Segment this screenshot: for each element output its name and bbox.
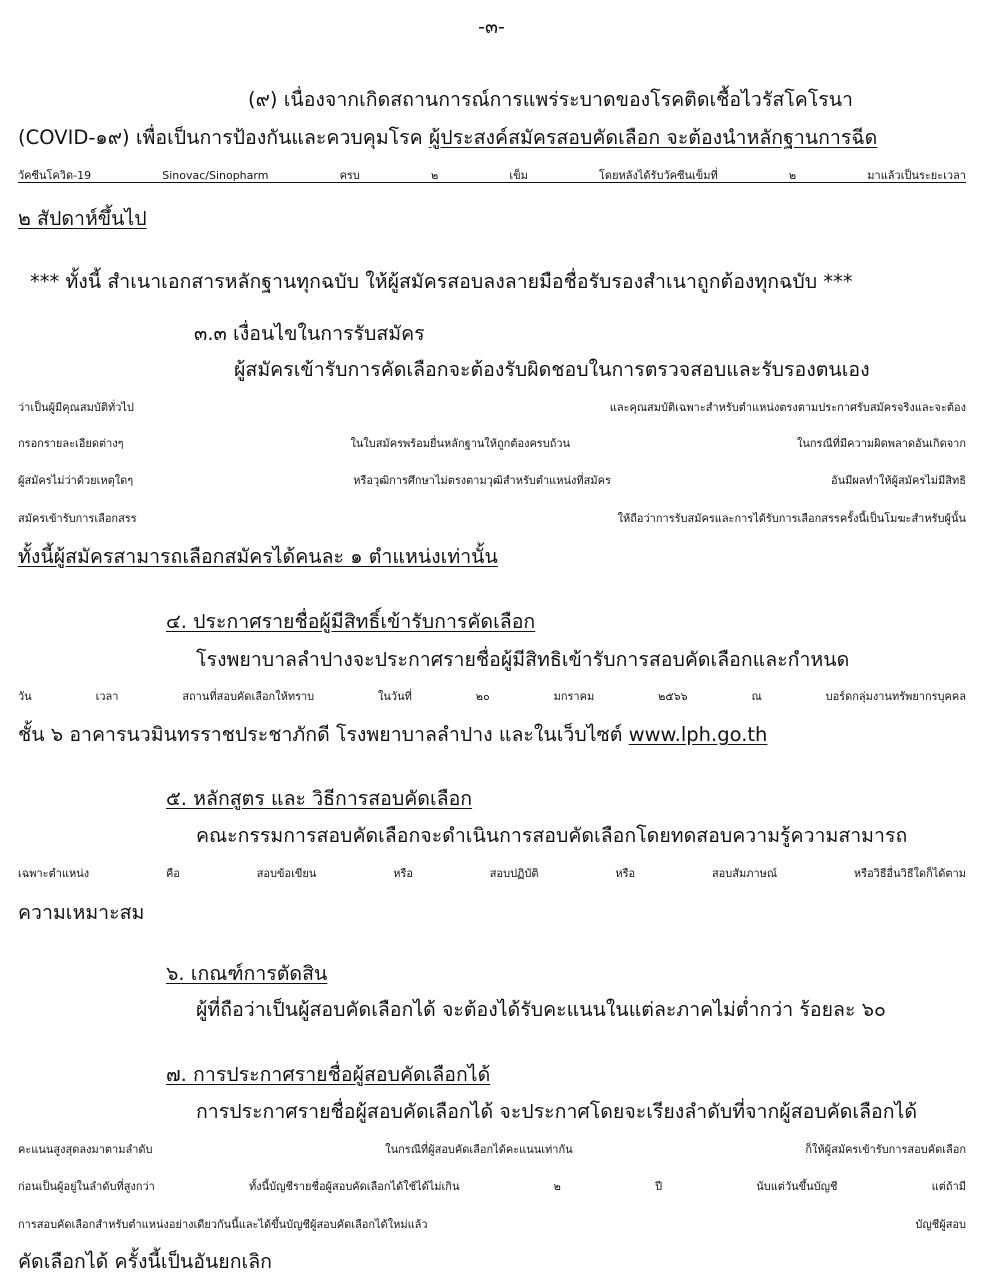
s33-line-1: ผู้สมัครเข้ารับการคัดเลือกจะต้องรับผิดชอบในการตรวจสอบและรับรองตนเอง — [234, 358, 870, 381]
s6-line-1: ผู้ที่ถือว่าเป็นผู้สอบคัดเลือกได้ จะต้องได้รับคะแนนในแต่ละภาคไม่ต่ำกว่า ร้อยละ ๖๐ — [196, 998, 886, 1021]
s7-line-1: การประกาศรายชื่อผู้สอบคัดเลือกได้ จะประกาศโดยจะเรียงลำดับที่จากผู้สอบคัดเลือกได้ — [196, 1100, 918, 1123]
s5-heading: ๕. หลักสูตร และ วิธีการสอบคัดเลือก — [166, 787, 473, 810]
s4-line-2: วัน เวลา สถานที่สอบคัดเลือกให้ทราบ ในวันที่ ๒๐ มกราคม ๒๕๖๖ ณ บอร์ดกลุ่มงานทรัพยากรบุคคล — [18, 690, 966, 703]
s5-line-1: คณะกรรมการสอบคัดเลือกจะดำเนินการสอบคัดเลือกโดยทดสอบความรู้ความสามารถ — [196, 824, 908, 847]
website-link[interactable]: www.lph.go.th — [628, 723, 768, 746]
s7-line-5: คัดเลือกได้ ครั้งนี้เป็นอันยกเลิก — [18, 1250, 272, 1273]
s33-line-2: ว่าเป็นผู้มีคุณสมบัติทั่วไป และคุณสมบัติเฉพาะสำหรับตำแหน่งตรงตามประกาศรับสมัครจริงและจะต้อง — [18, 401, 966, 414]
s5-line-3: ความเหมาะสม — [18, 901, 145, 924]
s9-line-2-b-underlined: ผู้ประสงค์สมัครสอบคัดเลือก จะต้องนำหลักฐานการฉีด — [428, 126, 878, 149]
s9-line-2 — [18, 126, 877, 150]
s9-line-3: วัคซีนโควิด-19 Sinovac/Sinopharm ครบ ๒ เข็ม โดยหลังได้รับวัคซีนเข็มที่ ๒ มาแล้วเป็นระยะเวลา — [18, 169, 966, 182]
s33-line-6: ทั้งนี้ผู้สมัครสามารถเลือกสมัครได้คนละ ๑ ตำแหน่งเท่านั้น — [18, 545, 498, 568]
s7-line-2: คะแนนสูงสุดลงมาตามลำดับ ในกรณีที่ผู้สอบคัดเลือกได้คะแนนเท่ากัน ก็ให้ผู้สมัครเข้ารับการสอบคัดเลือก — [18, 1143, 966, 1156]
s4-line-3 — [18, 723, 767, 747]
s33-line-3: กรอกรายละเอียดต่างๆ ในใบสมัครพร้อมยื่นหลักฐานให้ถูกต้องครบถ้วน ในกรณีที่มีความผิดพลาดอันเกิดจาก — [18, 437, 966, 450]
s7-line-4: การสอบคัดเลือกสำหรับตำแหน่งอย่างเดียวกันนี้และได้ขึ้นบัญชีผู้สอบคัดเลือกได้ใหม่แล้ว บัญชีผู้สอบ — [18, 1218, 966, 1231]
s4-line-3-text: ชั้น ๖ อาคารนวมินทรราชประชาภักดี โรงพยาบาลลำปาง และในเว็บไซต์ — [18, 723, 629, 746]
s33-line-5: สมัครเข้ารับการเลือกสรร ให้ถือว่าการรับสมัครและการได้รับการเลือกสรรครั้งนี้เป็นโมฆะสำหรับผู้นั้น — [18, 512, 966, 525]
s7-line-3: ก่อนเป็นผู้อยู่ในลำดับที่สูงกว่า ทั้งนี้บัญชีรายชื่อผู้สอบคัดเลือกได้ใช้ได้ไม่เกิน ๒ ปี นับแต่วันขึ้นบัญชี แต่ถ้ามี — [18, 1180, 966, 1193]
s33-line-4: ผู้สมัครไม่ว่าด้วยเหตุใดๆ หรือวุฒิการศึกษาไม่ตรงตามวุฒิสำหรับตำแหน่งที่สมัคร อันมีผลทำให้ผู้สมัครไม่มีสิทธิ — [18, 474, 966, 487]
note-line: *** ทั้งนี้ สำเนาเอกสารหลักฐานทุกฉบับ ให้ผู้สมัครสอบลงลายมือชื่อรับรองสำเนาถูกต้องทุกฉบับ *** — [30, 270, 853, 293]
s7-heading: ๗. การประกาศรายชื่อผู้สอบคัดเลือกได้ — [166, 1063, 491, 1086]
s6-heading: ๖. เกณฑ์การตัดสิน — [166, 962, 328, 985]
s4-heading: ๔. ประกาศรายชื่อผู้มีสิทธิ์เข้ารับการคัดเลือก — [166, 610, 536, 633]
page-number: -๓- — [478, 16, 505, 38]
s9-line-4: ๒ สัปดาห์ขึ้นไป — [18, 207, 147, 230]
s9-line-2-a: (COVID-๑๙) เพื่อเป็นการป้องกันและควบคุมโรค — [18, 126, 429, 149]
s33-heading: ๓.๓ เงื่อนไขในการรับสมัคร — [194, 322, 425, 345]
s5-line-2: เฉพาะตำแหน่ง คือ สอบข้อเขียน หรือ สอบปฏิบัติ หรือ สอบสัมภาษณ์ หรือวิธีอื่นวิธีใดก็ได้ตาม — [18, 867, 966, 880]
s4-line-1: โรงพยาบาลลำปางจะประกาศรายชื่อผู้มีสิทธิเข้ารับการสอบคัดเลือกและกำหนด — [196, 648, 850, 671]
s9-line-1: (๙) เนื่องจากเกิดสถานการณ์การแพร่ระบาดของโรคติดเชื้อไวรัสโคโรนา — [248, 88, 853, 111]
